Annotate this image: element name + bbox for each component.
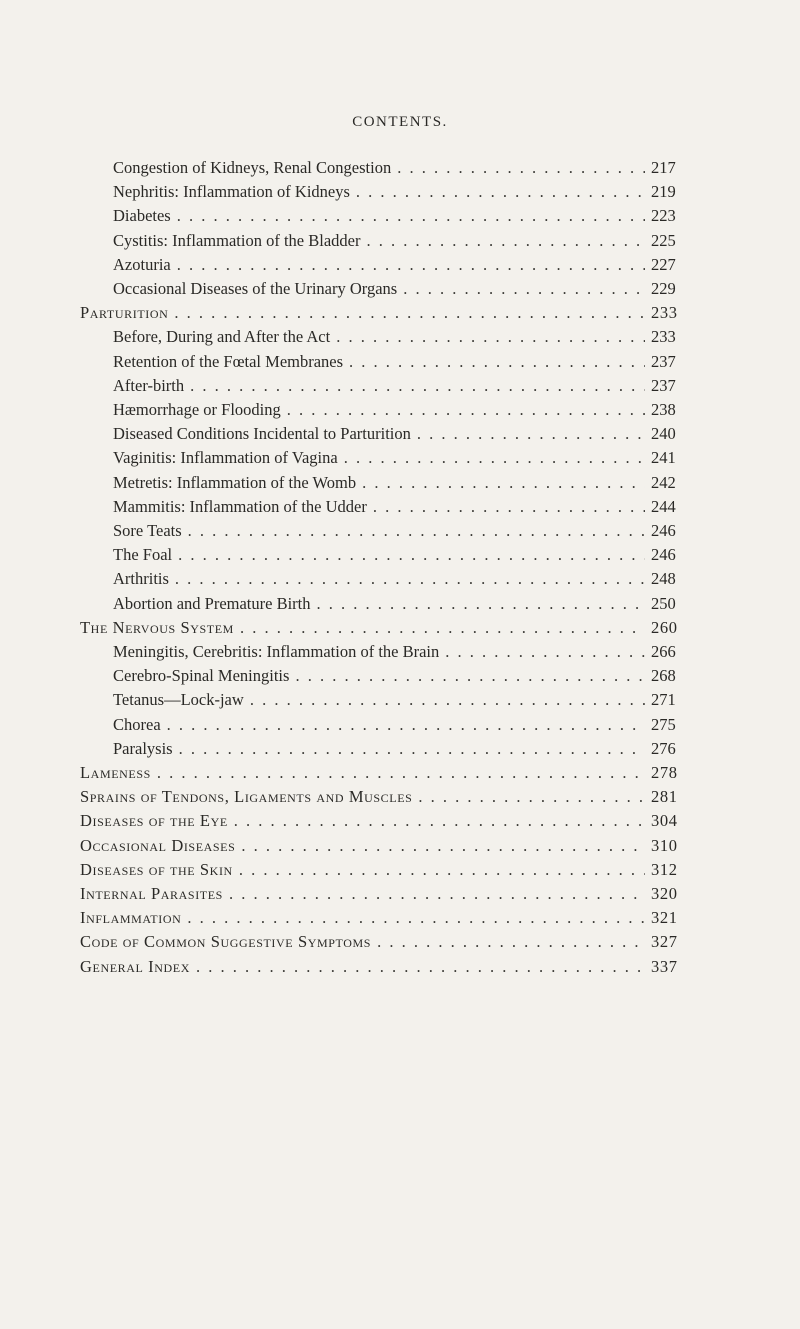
toc-entry-label: Code of Common Suggestive Symptoms: [80, 932, 372, 952]
toc-entry-label: Sprains of Tendons, Ligaments and Muscles: [80, 787, 413, 807]
dot-leader: [190, 374, 645, 398]
toc-entry-label: Cerebro-Spinal Meningitis: [113, 666, 290, 686]
toc-entry-label: Nephritis: Inflammation of Kidneys: [113, 182, 350, 202]
toc-entry-label: Before, During and After the Act: [113, 327, 331, 347]
toc-page-number: 321: [651, 908, 678, 928]
toc-page-number: 310: [651, 835, 678, 855]
toc-page-number: 320: [651, 884, 678, 903]
dot-leader: [417, 422, 645, 446]
toc-section-entry: [80, 616, 683, 640]
toc-entry-label: Tetanus—Lock-jaw: [113, 690, 244, 710]
dot-leader: [196, 955, 645, 979]
dot-leader: [377, 930, 645, 954]
toc-page-number: 312: [651, 859, 678, 879]
toc-entry-label: Congestion of Kidneys, Renal Congestion: [113, 158, 392, 177]
toc-page-number: 233: [651, 303, 678, 323]
toc-subentry: [113, 592, 683, 616]
toc-section-entry: [80, 809, 683, 833]
toc-subentry: [113, 398, 683, 422]
toc-subentry: [113, 519, 683, 543]
toc-entry-label: The Nervous System: [80, 617, 234, 637]
toc-subentry: [113, 374, 683, 398]
toc-entry-label: Diseases of the Skin: [80, 859, 233, 879]
dot-leader: [187, 906, 645, 930]
toc-subentry: [113, 156, 683, 180]
toc-page-number: 237: [651, 351, 676, 371]
dot-leader: [366, 229, 645, 253]
toc-entry-label: Cystitis: Inflammation of the Bladder: [113, 230, 361, 250]
dot-leader: [229, 882, 645, 906]
toc-subentry: [113, 350, 683, 374]
toc-section-entry: [80, 882, 683, 906]
toc-page-number: 278: [651, 763, 678, 782]
dot-leader: [179, 737, 645, 761]
toc-page-number: 327: [651, 932, 678, 952]
dot-leader: [167, 713, 645, 737]
dot-leader: [174, 301, 645, 325]
toc-page-number: 242: [651, 472, 676, 492]
toc-page-number: 248: [651, 569, 676, 589]
dot-leader: [373, 495, 645, 519]
toc-subentry: [113, 495, 683, 519]
dot-leader: [445, 640, 645, 664]
toc-page-number: 244: [651, 496, 676, 516]
toc-subentry: [113, 688, 683, 712]
toc-entry-label: Metretis: Inflammation of the Womb: [113, 472, 357, 492]
dot-leader: [239, 858, 645, 882]
toc-entry-label: Diseases of the Eye: [80, 811, 228, 831]
dot-leader: [317, 592, 645, 616]
dot-leader: [250, 688, 645, 712]
toc-page-number: 304: [651, 811, 678, 831]
toc-subentry: [113, 664, 683, 688]
toc-page-number: 276: [651, 738, 676, 758]
toc-subentry: [113, 471, 683, 495]
toc-entry-label: Abortion and Premature Birth: [113, 593, 311, 613]
dot-leader: [177, 253, 645, 277]
toc-entry-label: Internal Parasites: [80, 884, 223, 903]
toc-entry-label: Hæmorrhage or Flooding: [113, 400, 281, 419]
toc-page-number: 227: [651, 254, 676, 274]
toc-page-number: 266: [651, 642, 676, 661]
toc-page-number: 246: [651, 545, 676, 565]
toc-page-number: 237: [651, 375, 676, 395]
toc-section-entry: [80, 761, 683, 785]
toc-entry-label: Occasional Diseases of the Urinary Organs: [113, 279, 398, 298]
toc-entry-label: Parturition: [80, 303, 169, 323]
toc-page-number: 240: [651, 424, 676, 444]
toc-page-number: 233: [651, 327, 676, 347]
toc-subentry: [113, 640, 683, 664]
toc-page-number: 229: [651, 279, 676, 298]
toc-page-number: 260: [651, 617, 678, 637]
toc-page-number: 219: [651, 182, 676, 202]
toc-section-entry: [80, 858, 683, 882]
toc-section-entry: [80, 955, 683, 979]
toc-entry-label: Mammitis: Inflammation of the Udder: [113, 496, 367, 516]
toc-entry-label: Chorea: [113, 714, 161, 734]
toc-subentry: [113, 180, 683, 204]
dot-leader: [403, 277, 645, 301]
dot-leader: [295, 664, 645, 688]
toc-subentry: [113, 567, 683, 591]
toc-entry-label: Paralysis: [113, 738, 173, 758]
toc-section-entry: [80, 930, 683, 954]
toc-page-number: 337: [651, 956, 678, 976]
toc-entry-label: Retention of the Fœtal Membranes: [113, 351, 344, 371]
toc-entry-label: Sore Teats: [113, 521, 182, 540]
toc-subentry: [113, 713, 683, 737]
dot-leader: [188, 519, 645, 543]
toc-subentry: [113, 325, 683, 349]
toc-page-number: 281: [651, 787, 678, 807]
dot-leader: [418, 785, 645, 809]
dot-leader: [241, 834, 645, 858]
toc-entry-label: Meningitis, Cerebritis: Inflammation of the Brain: [113, 642, 440, 661]
toc-entry-label: Arthritis: [113, 569, 169, 589]
dot-leader: [362, 471, 645, 495]
dot-leader: [178, 543, 645, 567]
toc-subentry: [113, 229, 683, 253]
toc-entry-label: Diseased Conditions Incidental to Parturition: [113, 424, 411, 444]
dot-leader: [349, 350, 645, 374]
toc-subentry: [113, 422, 683, 446]
dot-leader: [336, 325, 645, 349]
toc-page-number: 241: [651, 448, 676, 468]
toc-entry-label: Vaginitis: Inflammation of Vagina: [113, 448, 338, 468]
dot-leader: [287, 398, 645, 422]
dot-leader: [397, 156, 645, 180]
toc-section-entry: [80, 906, 683, 930]
dot-leader: [175, 567, 645, 591]
page-title: CONTENTS.: [352, 114, 448, 130]
toc-entry-label: Azoturia: [113, 254, 171, 274]
dot-leader: [157, 761, 645, 785]
toc-page-number: 223: [651, 206, 676, 226]
toc-entry-label: General Index: [80, 956, 190, 976]
dot-leader: [177, 204, 645, 228]
dot-leader: [356, 180, 645, 204]
toc-page-number: 271: [651, 690, 676, 710]
toc-entry-label: Inflammation: [80, 908, 182, 928]
toc-page-number: 275: [651, 714, 676, 734]
toc-entry-label: The Foal: [113, 545, 173, 565]
toc-section-entry: [80, 834, 683, 858]
toc-section-entry: [80, 785, 683, 809]
toc-subentry: [113, 204, 683, 228]
toc-subentry: [113, 446, 683, 470]
dot-leader: [240, 616, 645, 640]
toc-page-number: 250: [651, 593, 676, 613]
toc-page-number: 268: [651, 666, 676, 686]
toc-subentry: [113, 277, 683, 301]
toc-page-number: 246: [651, 521, 676, 540]
toc-entry-label: Lameness: [80, 763, 151, 782]
toc-section-entry: [80, 301, 683, 325]
toc-subentry: [113, 253, 683, 277]
toc-entry-label: Occasional Diseases: [80, 835, 236, 855]
toc-page-number: 225: [651, 230, 676, 250]
toc-entry-label: Diabetes: [113, 206, 171, 226]
toc-entry-label: After-birth: [113, 375, 185, 395]
toc-page-number: 238: [651, 400, 676, 419]
toc-subentry: [113, 737, 683, 761]
dot-leader: [344, 446, 645, 470]
dot-leader: [234, 809, 645, 833]
toc-page-number: 217: [651, 158, 676, 177]
toc-subentry: [113, 543, 683, 567]
